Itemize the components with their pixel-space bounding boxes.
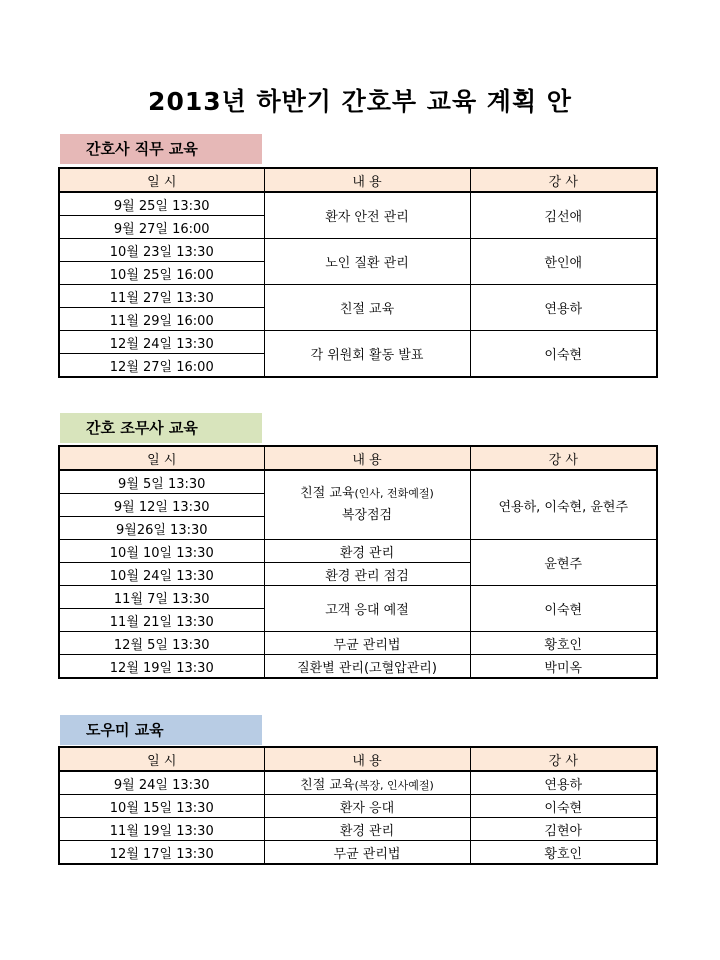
lecturer-cell: 황호인 <box>470 632 657 655</box>
page-title: 2013년 하반기 간호부 교육 계획 안 <box>148 87 572 116</box>
lecturer-cell: 황호인 <box>470 841 657 865</box>
date-cell: 12월 24일 13:30 <box>59 331 264 354</box>
nurse-aide-training-table <box>58 445 658 679</box>
content-cell: 환경 관리 <box>264 540 470 563</box>
table-row <box>59 331 657 354</box>
table-row <box>59 818 657 841</box>
date-cell: 10월 10일 13:30 <box>59 540 264 563</box>
header-date: 일 시 <box>59 168 264 192</box>
date-cell: 10월 25일 16:00 <box>59 262 264 285</box>
content-cell: 무균 관리법 <box>264 841 470 865</box>
lecturer-cell: 김선애 <box>470 192 657 239</box>
table-header-row <box>59 446 657 470</box>
date-cell: 11월 21일 13:30 <box>59 609 264 632</box>
content-cell: 환경 관리 점검 <box>264 563 470 586</box>
content-cell: 무균 관리법 <box>264 632 470 655</box>
table-row <box>59 795 657 818</box>
content-cell: 노인 질환 관리 <box>264 239 470 285</box>
date-cell: 9월 5일 13:30 <box>59 470 264 494</box>
header-content: 내 용 <box>264 747 470 771</box>
date-cell: 9월 12일 13:30 <box>59 494 264 517</box>
nurse-training-table <box>58 167 658 378</box>
content-cell: 환자 안전 관리 <box>264 192 470 239</box>
table-row <box>59 632 657 655</box>
lecturer-cell: 김현아 <box>470 818 657 841</box>
content-cell: 고객 응대 예절 <box>264 586 470 632</box>
date-cell: 9월 25일 13:30 <box>59 192 264 216</box>
date-cell: 9월 27일 16:00 <box>59 216 264 239</box>
header-lecturer: 강 사 <box>470 747 657 771</box>
content-cell: 각 위원회 활동 발표 <box>264 331 470 378</box>
helper-training-table <box>58 746 658 865</box>
date-cell: 10월 24일 13:30 <box>59 563 264 586</box>
content-main: 친절 교육 <box>300 486 355 501</box>
date-cell: 11월 27일 13:30 <box>59 285 264 308</box>
table-row <box>59 239 657 262</box>
header-lecturer: 강 사 <box>470 168 657 192</box>
date-cell: 9월26일 13:30 <box>59 517 264 540</box>
content-cell: 친절 교육 <box>264 285 470 331</box>
lecturer-cell: 이숙현 <box>470 795 657 818</box>
content-cell: 질환별 관리(고혈압관리) <box>264 655 470 679</box>
lecturer-cell: 박미옥 <box>470 655 657 679</box>
table-header-row <box>59 168 657 192</box>
header-content: 내 용 <box>264 446 470 470</box>
date-cell: 9월 24일 13:30 <box>59 771 264 795</box>
table-row <box>59 586 657 609</box>
table-row <box>59 470 657 494</box>
table-header-row <box>59 747 657 771</box>
section-label-nurse-aide: 간호 조무사 교육 <box>60 413 262 443</box>
content-cell: 환경 관리 <box>264 818 470 841</box>
date-cell: 10월 15일 13:30 <box>59 795 264 818</box>
lecturer-cell: 연용하 <box>470 285 657 331</box>
lecturer-cell: 연용하 <box>470 771 657 795</box>
content-paren: (복장, 인사예절) <box>354 778 434 792</box>
date-cell: 12월 19일 13:30 <box>59 655 264 679</box>
content-line2: 복장점검 <box>341 508 393 523</box>
lecturer-cell: 윤현주 <box>470 540 657 586</box>
header-date: 일 시 <box>59 747 264 771</box>
content-cell: 환자 응대 <box>264 795 470 818</box>
content-cell <box>264 470 470 540</box>
content-main: 친절 교육 <box>300 777 355 793</box>
lecturer-cell: 이숙현 <box>470 331 657 378</box>
header-date: 일 시 <box>59 446 264 470</box>
section-label-nurse: 간호사 직무 교육 <box>60 134 262 164</box>
date-cell: 11월 7일 13:30 <box>59 586 264 609</box>
date-cell: 12월 5일 13:30 <box>59 632 264 655</box>
table-row <box>59 771 657 795</box>
lecturer-cell: 이숙현 <box>470 586 657 632</box>
date-cell: 11월 29일 16:00 <box>59 308 264 331</box>
date-cell: 12월 17일 13:30 <box>59 841 264 865</box>
section-label-helper: 도우미 교육 <box>60 715 262 745</box>
table-row <box>59 285 657 308</box>
lecturer-cell: 한인애 <box>470 239 657 285</box>
content-cell <box>264 771 470 795</box>
content-paren: (인사, 전화예절) <box>354 487 434 500</box>
date-cell: 11월 19일 13:30 <box>59 818 264 841</box>
table-row <box>59 655 657 679</box>
table-row <box>59 192 657 216</box>
table-row <box>59 540 657 563</box>
date-cell: 12월 27일 16:00 <box>59 354 264 378</box>
table-row <box>59 841 657 865</box>
lecturer-cell: 연용하, 이숙현, 윤현주 <box>470 470 657 540</box>
header-content: 내 용 <box>264 168 470 192</box>
date-cell: 10월 23일 13:30 <box>59 239 264 262</box>
header-lecturer: 강 사 <box>470 446 657 470</box>
